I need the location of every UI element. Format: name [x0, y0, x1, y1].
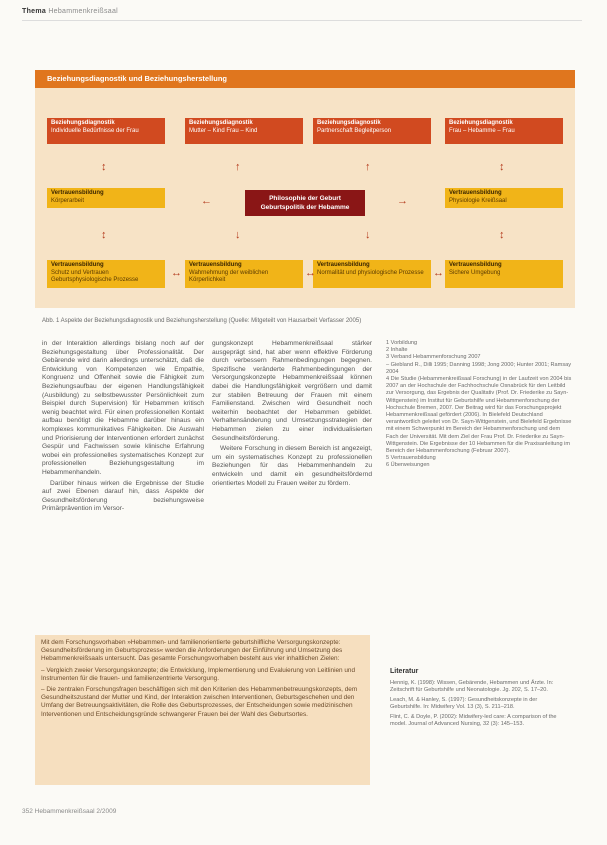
arrow-icon: ↑ — [235, 161, 241, 173]
paragraph: Weitere Forschung in diesem Bereich ist angezeigt, um ein systematisches Konzept zu professionellen Beziehungen für das Hebammenhandeln zu entwickeln und damit ein gesundheitsfördernd orientiertes Modell zu Frauen weiter zu fördern. — [212, 445, 372, 487]
arrow-right-icon: → — [397, 195, 408, 207]
top-box-1: Beziehungsdiagnostik Individuelle Bedürfnisse der Frau — [47, 118, 165, 144]
literature-item: Flint, C. & Doyle, P. (2002): Midwifery-led care: A comparison of the model. Journal of Advanced Nursing, 32 (3): 145–153. — [390, 713, 557, 728]
arrow-icon: ↕ — [101, 229, 107, 241]
literature-list — [390, 680, 570, 730]
arrow-icon: ↕ — [499, 161, 505, 173]
bottom-box-3: Vertrauensbildung Normalität und physiologische Prozesse — [313, 260, 431, 288]
figure-title: Beziehungsdiagnostik und Beziehungsherstellung — [35, 70, 575, 88]
center-box: Philosophie der Geburt Geburtspolitik der Hebamme — [245, 190, 365, 216]
literature-heading: Literatur — [390, 668, 419, 675]
page-header — [22, 8, 118, 15]
info-paragraph: – Vergleich zweier Versorgungskonzepte; die Entwicklung, Implementierung und Evaluierung von Leitlinien und Instrumenten für die frauen- und familienzentrierte Versorgung. — [41, 666, 356, 682]
paragraph: Darüber hinaus wirken die Ergebnisse der Studie auf zwei Ebenen darauf hin, dass Aspekte der Gesundheitsförderung beziehungsweise Primärprävention im Versor- — [42, 479, 204, 513]
arrow-icon: ↔ — [305, 267, 316, 279]
bottom-box-2: Vertrauensbildung Wahrnehmung der weiblichen Körperlichkeit — [185, 260, 303, 288]
arrow-icon: ↓ — [235, 229, 241, 241]
footnotes — [386, 340, 572, 470]
literature-item: Leach, M. & Hanley, S. (1997): Gesundheitskonzepte in der Geburtshilfe. In: Midwifery Vol. 13 (3), S. 211–218. — [390, 696, 538, 711]
info-paragraph: Mit dem Forschungsvorhaben »Hebammen- und familienorientierte geburtshilfliche Versorgungskonzepte: Gesundheitsförderung im Geburtsprozess« werden die Anforderungen der Einführung und Umsetzung des Hebammenkreißsaals untersucht. Das gesamte Forschungsvorhaben besteht aus vier inhaltlichen Zielen: — [41, 639, 343, 663]
bottom-box-1: Vertrauensbildung Schutz und Vertrauen Geburtsphysiologische Prozesse — [47, 260, 165, 288]
section-label: Thema — [22, 8, 47, 15]
paragraph: in der Interaktion allerdings bislang noch auf der Beziehungsgestaltung über Professionalität. Der Gebärende wird darin allerdings unterschätzt, daß die Entwicklung von Kompetenzen wie Empathie, Kongruenz und Offenheit sowie die Fähigkeit zum Beziehungsaufbau der eigenen Handlungsfähigkeit (Ausbildung) zu selbstbewusster Persönlichkeit zum Beispiel durch Supervision) für Hebammen kritisch wenig beachtet wird. Für einen professionellen Kontakt aufbau benötigt die Hebamme darüber hinaus ein komplexes kommunikatives Fähigkeiten. Die Auswahl und Priorisierung der Interventionen erfordert zunächst Gespür und Fachwissen sowie klinische Erfahrung wobei ein professionelles systematisches Konzept zur professionellen Beziehungsgestaltung im Hebammenhandeln. — [42, 340, 204, 476]
arrow-icon: ↓ — [365, 229, 371, 241]
arrow-icon: ↕ — [101, 161, 107, 173]
arrow-icon: ↔ — [171, 267, 182, 279]
top-box-4: Beziehungsdiagnostik Frau – Hebamme – Frau — [445, 118, 563, 144]
page-footer: 352 Hebammenkreißsaal 2/2009 — [22, 808, 117, 815]
arrow-icon: ↕ — [499, 229, 505, 241]
footnote: 6 Überweisungen — [386, 462, 430, 469]
top-box-2: Beziehungsdiagnostik Mutter – Kind Frau – Kind — [185, 118, 303, 144]
footnote: 4 Die Studie (Hebammenkreißsaal Forschung) in der Laufzeit von 2004 bis 2007 an der Hochschule der Fachhochschule Osnabrück für den Leitbild zur Versorgung, das Ergebnis der Qualitativ (Prof. Dr. Friederike zu Sayn-Wittgenstein) im Institut für Geburtshilfe und Hebammenforschung der Hochschule Bremen, 2007. Der Beitrag wird für das Forschungsprojekt Hebammenkreißsaal gefördert (2006). In Bielefeld Deutschland verantwortlich geleitet von Dr. Sayn-Wittgenstein, und Bielefeld Ergebnisse mit einem Schwerpunkt im Bereich der Hebammenforschung und dem Fach der Universität. Mit dem Ziel der Frau Prof. Dr. Friederike zu Sayn-Wittgenstein. Die Ergebnisse der 10 Hebammen für die Praxisanleitung im Bereich der Hebammenforschung (Februar 2007). — [386, 376, 572, 455]
mid-left-box: Vertrauensbildung Körperarbeit — [47, 188, 165, 208]
mid-right-box: Vertrauensbildung Physiologie Kreißsaal — [445, 188, 563, 208]
arrow-icon: ↑ — [365, 161, 371, 173]
section-title: Hebammenkreißsaal — [48, 8, 118, 15]
arrow-left-icon: ← — [201, 195, 212, 207]
figure-caption: Abb. 1 Aspekte der Beziehungsdiagnostik und Beziehungsherstellung (Quelle: Mitgeteilt von Hausarbeit Verfasser 2005) — [42, 318, 362, 324]
footnote: 5 Vertrauensbildung — [386, 455, 436, 462]
literature-item: Hennig, K. (1998): Wissen, Gebärende, Hebammen und Ärzte. In: Zeitschrift für Geburtshilfe und Neonatologie. Jg. 202, S. 17–20. — [390, 680, 554, 694]
info-paragraph: – Die zentralen Forschungsfragen beschäftigen sich mit den Kriterien des Hebammenbetreuungskonzepts, dem Gesundheitszustand der Mutter und Kind, der Interaktion zwischen Interventionen, Geburtsgeschehen und den Umfang der Betreuungsaktivitäten, die Rolle des Geburtsprozesses, der Entscheidungen sowie medizinischen Interventionen und Entscheidungsgründe schwangerer Frauen bei der Wahl des Geburtsortes. — [41, 686, 358, 718]
footnote: 1 Vorbildung — [386, 340, 418, 346]
footnote: 3 Verband Hebammenforschung 2007 — [386, 354, 481, 361]
header-divider — [22, 20, 582, 21]
text-column-1 — [42, 340, 204, 516]
bottom-box-4: Vertrauensbildung Sichere Umgebung — [445, 260, 563, 288]
footnote: 2 Inhalte — [386, 347, 408, 354]
figure-diagram — [35, 70, 575, 308]
info-box — [35, 635, 370, 785]
arrow-icon: ↔ — [433, 267, 444, 279]
text-column-2 — [212, 340, 372, 490]
top-box-3: Beziehungsdiagnostik Partnerschaft Begleitperson — [313, 118, 431, 144]
paragraph: gungskonzept Hebammenkreißsaal stärker ausgeprägt sind, hat aber wenn effektive Förderung durch verbessern Rahmenbedingungen begegnen. Spezifische veränderte Rahmenbedingungen der Versorgungskonzepte Hebammenkreißsaal können dabei die Handlungsfähigkeit vergrößern und damit zur stabilen Betreuung der Frauen mit einem Familienstand. Zwischen wird Gesundheit noch weiterhin beobachtet der Hebammen gebildet. Verhaltensänderung und Umsetzungsstrategien der Hebammen zielen zu einer individualisierten Gesundheitsförderung. — [212, 340, 372, 442]
footnote: – Giebland R., Dilli 1995; Danning 1998; Jong 2000; Hunter 2001; Ramsay 2004 — [386, 361, 572, 375]
